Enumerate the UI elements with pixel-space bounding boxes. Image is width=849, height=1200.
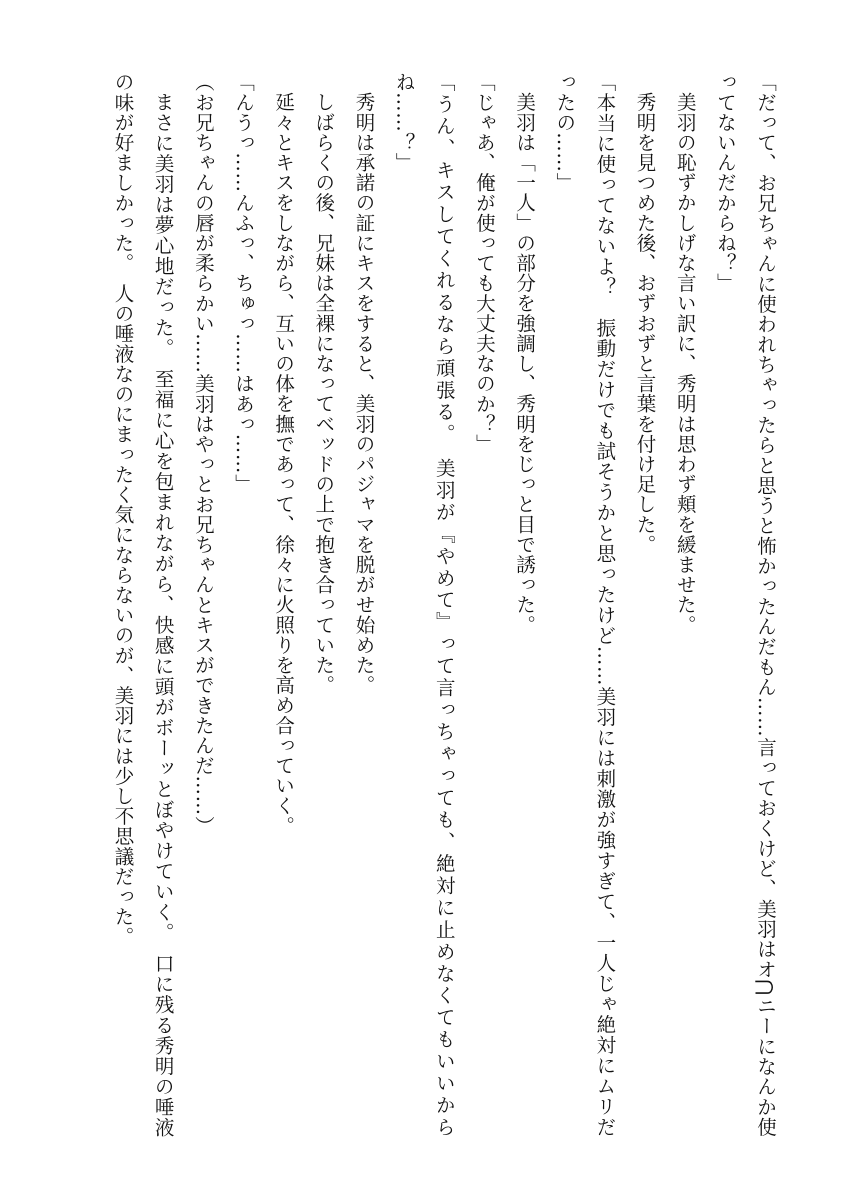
paragraph: （お兄ちゃんの唇が柔らかい……美羽はやっとお兄ちゃんとキスができたんだ……） [191, 72, 215, 836]
paragraph: まさに美羽は夢心地だった。 至福に心を包まれながら、快感に頭がボーッとぼやけていく。 口に残る秀明の唾液の味が好ましかった。 人の唾液なのにまったく気にならないのが、美羽には少し不思議だった。 [111, 72, 175, 1137]
paragraph: 秀明を見つめた後、おずおずと言葉を付け足した。 [633, 91, 657, 554]
paragraph: 「んうっ……んふっ、ちゅっ……はあっ……」 [231, 72, 255, 495]
paragraph: 延々とキスをしながら、互いの体を撫であって、徐々に火照りを高め合っていく。 [272, 91, 296, 836]
paragraph: 「じゃあ、俺が使っても大丈夫なのか？」 [472, 72, 496, 454]
paragraph: 秀明は承諾の証にキスをすると、美羽のパジャマを脱がせ始めた。 [352, 91, 376, 695]
paragraph: 美羽は「一人」の部分を強調し、秀明をじっと目で誘った。 [513, 91, 537, 635]
paragraph: しばらくの後、兄妹は全裸になってベッドの上で抱き合っていた。 [312, 91, 336, 695]
vertical-text-body [55, 72, 785, 1137]
paragraph: 「うん、キスしてくれるなら頑張る。 美羽が『やめて』って言っちゃっても、絶対に止めなくてもいいからね……？」 [392, 72, 456, 1137]
paragraph: 「本当に使ってないよ？ 振動だけでも試そうかと思ったけど……美羽には刺激が強すぎて、一人じゃ絶対にムリだったの……」 [553, 72, 617, 1137]
paragraph: 「だって、お兄ちゃんに使われちゃったらと思うと怖かったんだもん……言っておくけど、美羽はオ⋂ニーになんか使ってないんだからね？」 [713, 72, 777, 1137]
paragraph: 美羽の恥ずかしげな言い訳に、秀明は思わず頬を緩ませた。 [673, 91, 697, 635]
